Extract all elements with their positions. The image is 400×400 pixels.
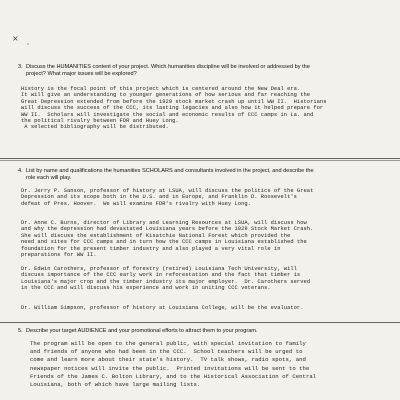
question-3-number: 3. [18, 64, 23, 70]
question-5-line-1: Describe your target AUDIENCE and your promotional efforts to attract them to your program. [26, 328, 258, 334]
question-4 [18, 168, 388, 183]
question-4-line-2: role each will play. [26, 175, 72, 182]
corner-tick-mark: ' [27, 42, 29, 50]
scholar-burns: Dr. Anne C. Burns, director of Library and Learning Resources at LSUA, will discuss how and why the depression had devastated Louisiana years before the 1929 Stock Market Crash. She will discuss the establishment of Kisatchie National Forest which provided the need and sites for CCC camps and in turn how the CCC camps in Louisiana established the foundation for the present timber industry and also played a very vital role in preparations for WW II. [21, 220, 314, 259]
question-3-answer: History is the focal point of this project which is centered around the New Deal era. It will give an understanding to younger generations of how serious and far reaching the Great Depression extended from before the 1929 stock market crash up until WW II. Historians will discuss the success of the CCC, its lasting legacies and also how it helped prepare for WW II. Scholars will investigate the social and economic results of CCC camps in La. and the political rivalry between FDR and Huey Long. A selected bibliography will be distributed. [21, 86, 327, 131]
question-3-line-2: project? What major issues will be explored? [26, 71, 137, 78]
scholar-simpson: Dr. William Simpson, professor of history at Louisiana College, will be the evaluator. [21, 305, 304, 311]
corner-x-mark: × [12, 34, 19, 43]
question-3-line-1: Discuss the HUMANITIES content of your project. Which humanities discipline will be involved or addressed by the [26, 64, 310, 70]
question-5 [18, 328, 388, 335]
scholar-sanson: Dr. Jerry P. Sanson, professor of history at LSUA, will discuss the politics of the Great Depression and its scope both in the U.S. and in Europe, and Franklin D. Roosevelt's defeat of Pres. Hoover. We will examine FDR's rivalry with Huey Long. [21, 188, 314, 207]
question-4-number: 4. [18, 168, 23, 174]
question-5-number: 5. [18, 328, 23, 334]
question-3 [18, 64, 388, 79]
section-divider-secondary [0, 160, 400, 161]
scholar-carothers: Dr. Edwin Carothers, professor of forestry (retired) Louisiana Tech University, will discuss importance of the CCC early work in reforestation and the fact that timber is Louisiana's major crop and the timber industry its major employer. Dr. Carothers served in the CCC and will discuss his experience and work in uniting CCC veterans. [21, 266, 311, 292]
section-divider [0, 158, 400, 159]
question-4-line-1: List by name and qualifications the humanities SCHOLARS and consultants involved in the project, and describe the [26, 168, 314, 174]
question-5-answer: The program will be open to the general public, with special invitation to family and friends of anyone who had been in the CCC. School teachers will be urged to come and learn more about their state's history. TV talk shows, radio spots, and newspaper notices will invite the public. Printed invitations will be sent to the Friends of the James C. Bolton Library, and to the Historical Association of Central Louisiana, both of which have large mailing lists. [30, 340, 317, 389]
section-divider-2 [0, 322, 400, 323]
